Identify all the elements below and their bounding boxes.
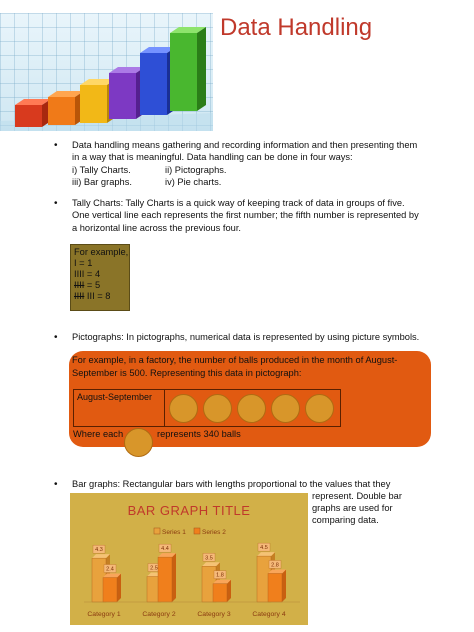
data-label: 4.3 [95,547,103,554]
tally-row: I = 1 [74,258,93,268]
text-line: Data handling means gathering and recording information and then presenting them [72,140,418,150]
tally-row: IIII III = 8 [74,291,111,301]
text-line: September is 500. Representing this data in pictograph: [72,367,302,378]
ball-icon [169,394,198,423]
data-handling-paragraph [72,139,437,188]
bar-graphs-line: Bar graphs: Rectangular bars with lengths proportional to the values that they [72,479,391,489]
tally-row: IIII = 5 [74,280,101,290]
text-line: in a way that is meaningful. Data handling can be done in four ways: [72,152,353,163]
legend-label: Series 1 [162,529,186,536]
bullet-icon: • [54,479,58,490]
ball-icon [124,428,153,457]
data-label: 2.4 [106,566,114,573]
row-label: August-September [77,392,153,402]
data-label: 4.4 [161,546,169,553]
where-each-text: Where each [73,429,124,439]
data-label: 2.8 [271,562,279,569]
ball-icon [203,394,232,423]
bar [103,578,117,602]
data-label: 1.8 [216,572,224,579]
category-label: Category 4 [252,611,286,618]
chart-title: BAR GRAPH TITLE [127,503,251,518]
text-line: comparing data. [312,514,379,525]
data-label: 3.5 [205,555,213,562]
pictograph-table [73,389,341,427]
example-label: For example, [74,247,129,257]
text-line: a horizontal line across the previous four. [72,222,241,233]
bar [213,584,227,602]
legend-label: Series 2 [202,529,226,536]
table-divider [164,390,165,426]
pictographs-line: Pictographs: In pictographs, numerical data is represented by using picture symbols. [72,332,420,342]
bar [268,573,282,602]
category-label: Category 1 [87,611,121,618]
data-label: 2.5 [150,565,158,572]
bullet-icon: • [54,140,58,151]
pictograph-example-text [72,354,432,379]
text-line: graphs are used for [312,502,393,513]
hero-3d-bars [0,13,213,131]
text-line: Tally Charts: Tally Charts is a quick way of keeping track of data in groups of five. [72,198,405,208]
way-item: ii) Pictographs. [165,164,227,175]
tally-charts-paragraph [72,197,437,234]
bar [158,557,172,602]
way-item: iii) Bar graphs. [72,176,132,187]
ball-icon [305,394,334,423]
bar-side [282,569,286,602]
ways-row [72,176,437,188]
legend-swatch [194,528,200,534]
category-label: Category 2 [142,611,176,618]
text-line: For example, in a factory, the number of balls produced in the month of August- [72,355,398,365]
bar-side [172,553,176,602]
way-item: iv) Pie charts. [165,176,222,187]
bar-side [117,574,121,602]
text-line: One vertical line each represents the first number; the fifth number is represented by [72,210,419,221]
bar-graphs-side-text [312,491,422,526]
text-line: represent. Double bar [312,491,402,501]
tally-example-box [70,244,130,311]
bullet-icon: • [54,332,58,343]
bar-graph [70,493,308,625]
hero-bar-graph-image [0,13,213,131]
page-title: Data Handling [220,14,373,41]
bullet-icon: • [54,198,58,209]
bar-chart-svg [70,493,308,625]
category-label: Category 3 [197,611,231,618]
way-item: i) Tally Charts. [72,164,131,175]
ball-icon [237,394,266,423]
ways-row [72,164,437,176]
legend-swatch [154,528,160,534]
data-label: 4.5 [260,545,268,552]
tally-row: IIII = 4 [74,269,101,279]
ball-icon [271,394,300,423]
represents-text: represents 340 balls [157,429,241,439]
